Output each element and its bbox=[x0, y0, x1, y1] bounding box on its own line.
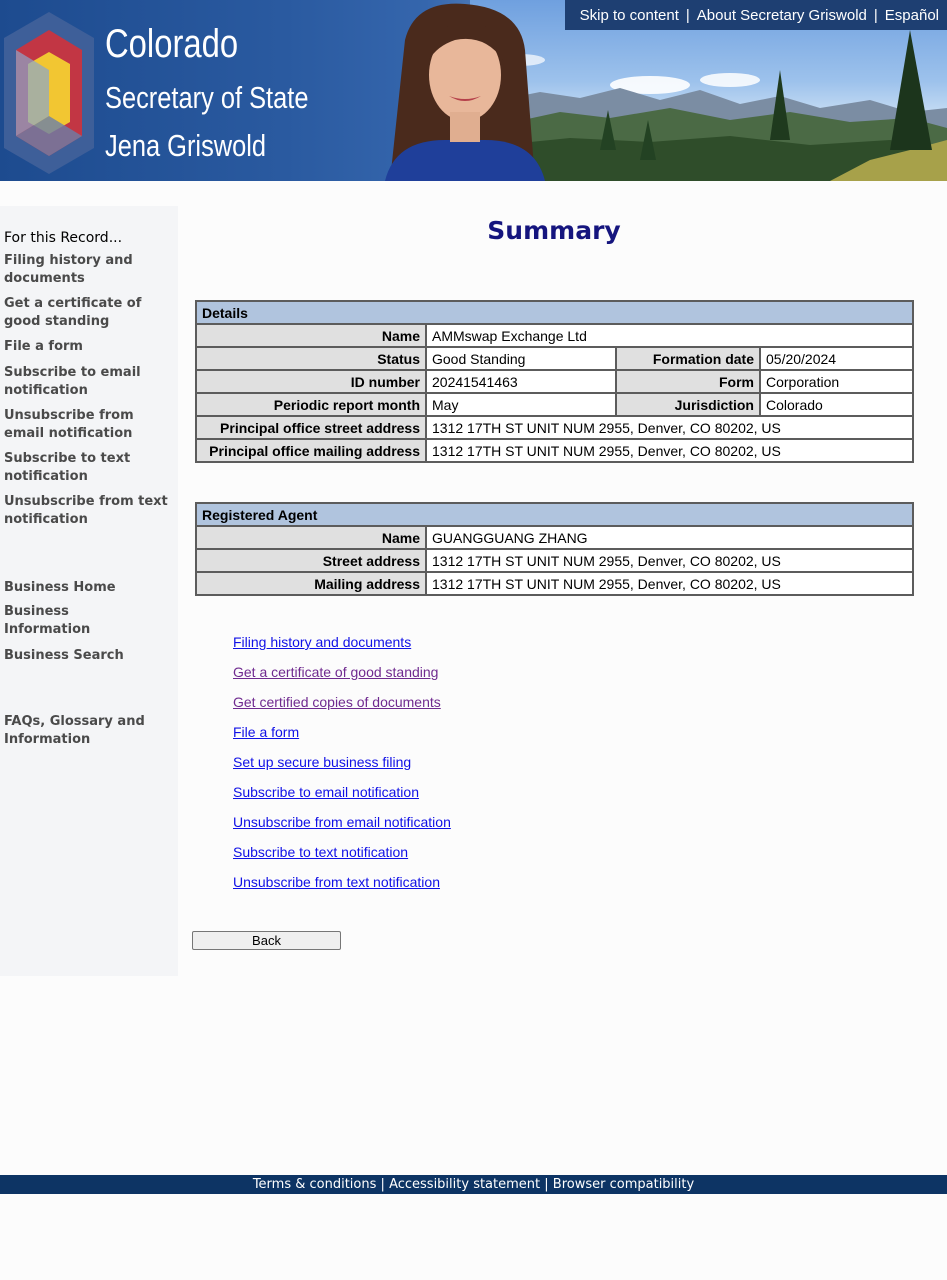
agent-mailing-label: Mailing address bbox=[196, 572, 426, 595]
formation-date-label: Formation date bbox=[616, 347, 760, 370]
status-value: Good Standing bbox=[426, 347, 616, 370]
unsubscribe-text-link[interactable]: Unsubscribe from text notification bbox=[233, 874, 440, 890]
principal-mailing-value: 1312 17TH ST UNIT NUM 2955, Denver, CO 80202, US bbox=[426, 439, 913, 462]
subscribe-text-link[interactable]: Subscribe to text notification bbox=[233, 844, 409, 860]
entity-name-value: AMMswap Exchange Ltd bbox=[426, 324, 913, 347]
form-value: Corporation bbox=[760, 370, 913, 393]
espanol-link[interactable]: Español bbox=[884, 6, 939, 24]
sidebar-item-file-form[interactable]: File a form bbox=[4, 339, 83, 354]
header-title-name: Jena Griswold bbox=[105, 128, 267, 163]
periodic-report-label: Periodic report month bbox=[196, 393, 426, 416]
jurisdiction-label: Jurisdiction bbox=[616, 393, 760, 416]
id-number-label: ID number bbox=[196, 370, 426, 393]
sidebar-item-certificate[interactable]: Get a certificate of good standing bbox=[4, 296, 142, 329]
formation-date-value: 05/20/2024 bbox=[760, 347, 913, 370]
header-banner bbox=[0, 0, 947, 181]
registered-agent-header: Registered Agent bbox=[196, 503, 913, 526]
separator: | bbox=[544, 1177, 549, 1192]
agent-name-label: Name bbox=[196, 526, 426, 549]
footer-bar bbox=[0, 1175, 947, 1194]
sidebar-item-business-search[interactable]: Business Search bbox=[4, 648, 124, 663]
sidebar-item-unsubscribe-email[interactable]: Unsubscribe from email notification bbox=[4, 408, 134, 441]
principal-street-label: Principal office street address bbox=[196, 416, 426, 439]
top-utility-links bbox=[565, 0, 947, 30]
agent-name-value: GUANGGUANG ZHANG bbox=[426, 526, 913, 549]
left-sidebar bbox=[0, 206, 178, 976]
agent-mailing-value: 1312 17TH ST UNIT NUM 2955, Denver, CO 80202, US bbox=[426, 572, 913, 595]
back-button[interactable]: Back bbox=[192, 931, 341, 950]
sidebar-item-unsubscribe-text[interactable]: Unsubscribe from text notification bbox=[4, 494, 168, 527]
header-title-secretary: Secretary of State bbox=[105, 80, 309, 115]
sidebar-item-subscribe-email[interactable]: Subscribe to email notification bbox=[4, 365, 141, 398]
name-label: Name bbox=[196, 324, 426, 347]
sidebar-item-business-information[interactable]: Business Information bbox=[4, 604, 91, 637]
sidebar-item-subscribe-text[interactable]: Subscribe to text notification bbox=[4, 451, 131, 484]
terms-link[interactable]: Terms & conditions bbox=[252, 1177, 377, 1192]
separator: | bbox=[873, 6, 878, 24]
agent-street-value: 1312 17TH ST UNIT NUM 2955, Denver, CO 80202, US bbox=[426, 549, 913, 572]
about-secretary-link[interactable]: About Secretary Griswold bbox=[696, 6, 867, 24]
sidebar-item-filing-history[interactable]: Filing history and documents bbox=[4, 253, 133, 286]
record-actions-list bbox=[233, 627, 451, 897]
secure-business-filing-link[interactable]: Set up secure business filing bbox=[233, 754, 412, 770]
skip-to-content-link[interactable]: Skip to content bbox=[579, 6, 679, 24]
principal-mailing-label: Principal office mailing address bbox=[196, 439, 426, 462]
details-header: Details bbox=[196, 301, 913, 324]
colorado-sos-logo-icon bbox=[4, 12, 94, 174]
header-title-colorado: Colorado bbox=[105, 22, 239, 66]
secretary-portrait-image bbox=[385, 0, 545, 181]
page-title: Summary bbox=[487, 216, 621, 245]
details-table bbox=[195, 300, 914, 463]
sidebar-heading: For this Record... bbox=[4, 230, 123, 246]
sidebar-item-business-home[interactable]: Business Home bbox=[4, 580, 116, 595]
status-label: Status bbox=[196, 347, 426, 370]
separator: | bbox=[685, 6, 690, 24]
accessibility-link[interactable]: Accessibility statement bbox=[389, 1177, 541, 1192]
registered-agent-table bbox=[195, 502, 914, 596]
certificate-good-standing-link[interactable]: Get a certificate of good standing bbox=[233, 664, 439, 680]
browser-compatibility-link[interactable]: Browser compatibility bbox=[552, 1177, 695, 1192]
id-number-value: 20241541463 bbox=[426, 370, 616, 393]
agent-street-label: Street address bbox=[196, 549, 426, 572]
jurisdiction-value: Colorado bbox=[760, 393, 913, 416]
sidebar-item-faqs[interactable]: FAQs, Glossary and Information bbox=[4, 714, 145, 747]
subscribe-email-link[interactable]: Subscribe to email notification bbox=[233, 784, 419, 800]
separator: | bbox=[380, 1177, 385, 1192]
form-label: Form bbox=[616, 370, 760, 393]
filing-history-link[interactable]: Filing history and documents bbox=[233, 634, 412, 650]
file-form-link[interactable]: File a form bbox=[233, 724, 300, 740]
unsubscribe-email-link[interactable]: Unsubscribe from email notification bbox=[233, 814, 451, 830]
principal-street-value: 1312 17TH ST UNIT NUM 2955, Denver, CO 80202, US bbox=[426, 416, 913, 439]
periodic-report-value: May bbox=[426, 393, 616, 416]
certified-copies-link[interactable]: Get certified copies of documents bbox=[233, 694, 441, 710]
